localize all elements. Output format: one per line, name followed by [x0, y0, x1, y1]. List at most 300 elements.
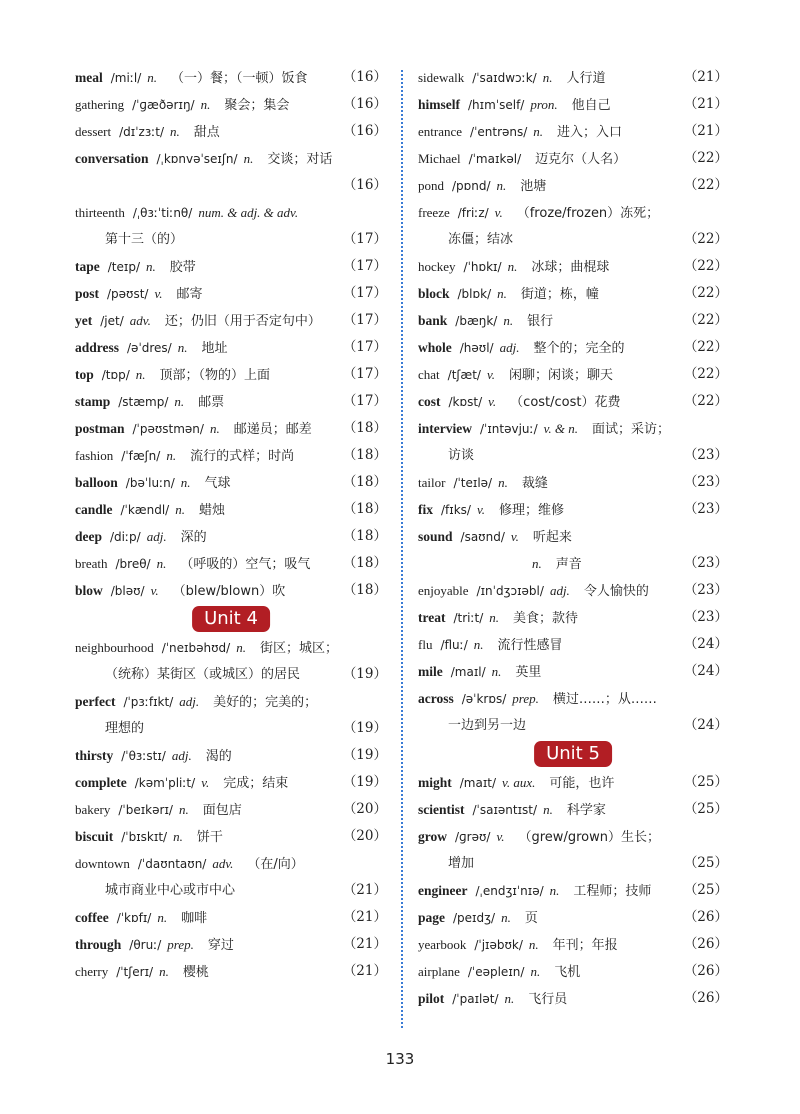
vocab-entry: [418, 172, 728, 199]
entry-phonetic: /ˈteɪlə/: [453, 476, 493, 490]
entry-phonetic: /triːt/: [453, 611, 484, 625]
entry-part-of-speech: n.: [497, 286, 507, 301]
entry-page-ref: （23）: [683, 474, 728, 490]
vocab-column-right: [418, 64, 728, 1012]
entry-page-ref: （25）: [683, 801, 728, 817]
vocab-entry: [75, 334, 387, 361]
entry-page-ref: （22）: [683, 258, 728, 274]
vocab-entry: [75, 577, 387, 604]
entry-part-of-speech: n.: [501, 910, 511, 925]
entry-meaning: 声音: [555, 557, 582, 572]
entry-word: hockey: [418, 259, 456, 274]
vocab-entry: [418, 334, 728, 361]
entry-page-ref: （25）: [683, 774, 728, 790]
entry-word: yearbook: [418, 937, 467, 952]
entry-page-ref: （16）: [342, 96, 387, 112]
vocab-entry: [75, 442, 387, 469]
entry-part-of-speech: v. aux.: [502, 775, 536, 790]
vocab-entry: [75, 361, 387, 388]
entry-word: post: [75, 286, 100, 301]
entry-page-ref: （25）: [683, 882, 728, 898]
entry-meaning: 增加: [448, 856, 475, 871]
vocab-entry: [418, 145, 728, 172]
entry-word: candle: [75, 502, 113, 517]
vocab-entry: [418, 496, 728, 523]
entry-meaning: 工程师；技师: [573, 884, 652, 899]
entry-word: sound: [418, 529, 453, 544]
entry-phonetic: /bləʊ/: [110, 584, 145, 598]
entry-page-ref: （18）: [342, 420, 387, 436]
entry-page-ref: （25）: [683, 855, 728, 871]
vocab-entry: [418, 307, 728, 334]
entry-phonetic: /ɪnˈdʒɔɪəbl/: [476, 584, 544, 598]
entry-phonetic: /ˈsaɪdwɔːk/: [472, 71, 537, 85]
entry-page-ref: （26）: [683, 990, 728, 1006]
vocab-entry: [75, 199, 387, 226]
vocab-entry: [75, 931, 387, 958]
entry-part-of-speech: n.: [530, 964, 541, 979]
entry-page-ref: （23）: [683, 447, 728, 463]
entry-meaning: 深的: [180, 530, 207, 545]
entry-part-of-speech: adv.: [212, 856, 234, 871]
vocab-entry: [75, 280, 387, 307]
entry-word: bank: [418, 313, 448, 328]
vocab-entry: [418, 415, 728, 442]
entry-meaning: 蜡烛: [198, 503, 225, 518]
entry-page-ref: （22）: [683, 285, 728, 301]
vocab-entry: [418, 469, 728, 496]
entry-word: scientist: [418, 802, 465, 817]
entry-page-ref: （24）: [683, 663, 728, 679]
entry-part-of-speech: n.: [504, 991, 515, 1006]
entry-word: pilot: [418, 991, 445, 1006]
entry-page-ref: （18）: [342, 447, 387, 463]
entry-page-ref: （16）: [342, 69, 387, 85]
entry-word: fix: [418, 502, 433, 517]
vocab-entry: [75, 904, 387, 931]
entry-phonetic: /ˈhɒkɪ/: [463, 260, 502, 274]
entry-part-of-speech: n.: [146, 259, 156, 274]
entry-word: block: [418, 286, 450, 301]
entry-page-ref: （21）: [342, 882, 387, 898]
entry-part-of-speech: n.: [200, 97, 211, 112]
entry-page-ref: （16）: [342, 123, 387, 139]
entry-part-of-speech: n.: [174, 394, 185, 409]
vocab-entry-continuation: [75, 661, 387, 688]
entry-part-of-speech: n.: [496, 178, 507, 193]
entry-part-of-speech: n.: [147, 70, 157, 85]
vocab-entry: [418, 604, 728, 631]
entry-page-ref: （21）: [683, 69, 728, 85]
vocab-entry: [418, 877, 728, 904]
entry-page-ref: （22）: [683, 393, 728, 409]
entry-part-of-speech: adj.: [171, 748, 192, 763]
entry-phonetic: /tɒp/: [101, 368, 130, 382]
unit-badge: Unit 4: [192, 606, 270, 632]
entry-phonetic: /teɪp/: [107, 260, 140, 274]
entry-word: tape: [75, 259, 100, 274]
entry-phonetic: /ˈθɜːstɪ/: [121, 749, 166, 763]
entry-part-of-speech: n.: [178, 802, 189, 817]
entry-page-ref: （20）: [342, 801, 387, 817]
entry-part-of-speech: n.: [491, 664, 502, 679]
entry-part-of-speech: n.: [156, 556, 167, 571]
entry-meaning: 聚会；集会: [224, 98, 290, 113]
entry-part-of-speech: n.: [180, 475, 191, 490]
entry-part-of-speech: adj.: [549, 583, 570, 598]
entry-phonetic: /θruː/: [129, 938, 162, 952]
entry-word: biscuit: [75, 829, 114, 844]
entry-phonetic: /kɒst/: [448, 395, 483, 409]
entry-phonetic: /friːz/: [457, 206, 489, 220]
column-divider: [401, 70, 403, 1028]
entry-part-of-speech: n.: [503, 313, 514, 328]
entry-phonetic: /pɒnd/: [452, 179, 491, 193]
entry-meaning: 咖啡: [181, 911, 208, 926]
entry-phonetic: /ˈentrəns/: [470, 125, 528, 139]
entry-meaning: 交谈；对话: [267, 152, 333, 167]
entry-phonetic: /ˌendʒɪˈnɪə/: [475, 884, 544, 898]
entry-phonetic: /əˈdres/: [127, 341, 172, 355]
vocab-entry: [75, 496, 387, 523]
entry-word: conversation: [75, 151, 149, 166]
entry-word: cost: [418, 394, 441, 409]
vocab-column-left: [75, 64, 387, 985]
entry-page-ref: （21）: [683, 96, 728, 112]
entry-phonetic: /ˈkændl/: [120, 503, 170, 517]
entry-page-ref: （17）: [342, 393, 387, 409]
entry-meaning: 美食；款待: [513, 611, 579, 626]
entry-page-ref: （26）: [683, 909, 728, 925]
entry-phonetic: /ˈdaʊntaʊn/: [137, 857, 207, 871]
vocab-entry-continuation: [418, 226, 728, 253]
vocab-entry: [418, 769, 728, 796]
entry-phonetic: /dɪˈzɜːt/: [119, 125, 164, 139]
vocab-entry: [418, 577, 728, 604]
entry-meaning: 银行: [527, 314, 554, 329]
entry-part-of-speech: n.: [177, 340, 188, 355]
entry-word: might: [418, 775, 452, 790]
entry-word: bakery: [75, 802, 111, 817]
entry-word: cherry: [75, 964, 109, 979]
entry-word: page: [418, 910, 445, 925]
entry-page-ref: （23）: [683, 609, 728, 625]
entry-phonetic: /pəʊst/: [107, 287, 149, 301]
entry-page-ref: （17）: [342, 312, 387, 328]
vocab-entry: [75, 769, 387, 796]
entry-meaning: 科学家: [566, 803, 606, 818]
entry-phonetic: /ˈneɪbəhʊd/: [161, 641, 231, 655]
entry-page-ref: （17）: [342, 366, 387, 382]
vocab-entry: [418, 796, 728, 823]
entry-meaning: 理想的: [105, 721, 145, 736]
entry-word: chat: [418, 367, 440, 382]
entry-part-of-speech: n.: [533, 124, 544, 139]
entry-meaning: 飞行员: [528, 992, 568, 1007]
vocab-entry: [75, 850, 387, 877]
entry-meaning: 饼干: [196, 830, 223, 845]
vocab-entry: [75, 634, 387, 661]
entry-meaning: 可能，也许: [549, 776, 615, 791]
entry-part-of-speech: n.: [498, 475, 508, 490]
vocab-entry: [75, 91, 387, 118]
entry-page-ref: （18）: [342, 474, 387, 490]
vocab-entry: [75, 523, 387, 550]
entry-phonetic: /ˈpɜːfɪkt/: [123, 695, 174, 709]
entry-part-of-speech: n.: [243, 151, 254, 166]
entry-part-of-speech: adv.: [129, 313, 151, 328]
entry-meaning: 樱桃: [182, 965, 209, 980]
entry-meaning: 邮票: [198, 395, 225, 410]
entry-page-ref: （22）: [683, 231, 728, 247]
entry-phonetic: /ˌθɜːˈtiːnθ/: [132, 206, 193, 220]
vocab-entry: [418, 361, 728, 388]
entry-word: himself: [418, 97, 460, 112]
entry-page-ref: （26）: [683, 936, 728, 952]
entry-phonetic: /fluː/: [440, 638, 468, 652]
entry-phonetic: /bəˈluːn/: [125, 476, 175, 490]
entry-meaning: （一）餐；（一顿）饭食: [171, 71, 308, 86]
entry-word: Michael: [418, 151, 461, 166]
entry-part-of-speech: adj.: [146, 529, 167, 544]
vocab-entry: [75, 118, 387, 145]
entry-meaning: 迈克尔（人名）: [535, 152, 627, 167]
entry-meaning: 邮递员；邮差: [233, 422, 312, 437]
entry-meaning: 穿过: [207, 938, 234, 953]
entry-page-ref: （17）: [342, 258, 387, 274]
unit-heading-row: [418, 739, 728, 769]
vocab-entry-continuation: [418, 550, 728, 577]
entry-meaning: （froze/frozen）冻死；: [516, 206, 660, 221]
entry-part-of-speech: n.: [528, 937, 539, 952]
entry-meaning: 流行性感冒: [497, 638, 563, 653]
entry-phonetic: /saʊnd/: [460, 530, 505, 544]
entry-phonetic: /ɡrəʊ/: [455, 830, 491, 844]
entry-meaning: （呼吸的）空气；吸气: [180, 557, 311, 572]
entry-page-ref: （21）: [342, 963, 387, 979]
entry-word: freeze: [418, 205, 450, 220]
entry-phonetic: /peɪdʒ/: [453, 911, 496, 925]
entry-meaning: 胶带: [169, 260, 196, 275]
vocab-entry: [418, 199, 728, 226]
entry-meaning: （cost/cost）花费: [510, 395, 621, 410]
entry-meaning: 修理；维修: [499, 503, 565, 518]
vocab-entry: [418, 280, 728, 307]
entry-phonetic: /ˈsaɪəntɪst/: [472, 803, 538, 817]
entry-part-of-speech: n.: [507, 259, 518, 274]
entry-meaning: 飞机: [554, 965, 581, 980]
vocab-entry: [75, 307, 387, 334]
entry-word: flu: [418, 637, 433, 652]
entry-part-of-speech: v.: [494, 205, 503, 220]
entry-meaning: （blew/blown）吹: [172, 584, 286, 599]
vocab-entry: [75, 469, 387, 496]
entry-page-ref: （22）: [683, 150, 728, 166]
entry-part-of-speech: n.: [157, 910, 168, 925]
entry-meaning: 年刊；年报: [552, 938, 618, 953]
entry-page-ref: （22）: [683, 312, 728, 328]
unit-heading-row: [75, 604, 387, 634]
vocab-entry: [418, 64, 728, 91]
entry-phonetic: /hɪmˈself/: [468, 98, 525, 112]
entry-phonetic: /ˈbeɪkərɪ/: [118, 803, 173, 817]
vocab-entry: [75, 688, 387, 715]
entry-page-ref: （17）: [342, 285, 387, 301]
entry-word: treat: [418, 610, 446, 625]
entry-word: thirteenth: [75, 205, 125, 220]
entry-meaning: 人行道: [566, 71, 606, 86]
entry-part-of-speech: n.: [542, 70, 553, 85]
vocab-entry: [75, 145, 387, 172]
entry-word: thirsty: [75, 748, 114, 763]
entry-word: meal: [75, 70, 103, 85]
entry-phonetic: /ˈjɪəbʊk/: [474, 938, 523, 952]
vocab-entry: [418, 253, 728, 280]
entry-meaning: 邮寄: [176, 287, 203, 302]
vocab-entry-continuation: [418, 442, 728, 469]
entry-phonetic: /kəmˈpliːt/: [134, 776, 196, 790]
entry-page-ref: （26）: [683, 963, 728, 979]
vocab-entry: [418, 931, 728, 958]
vocab-entry: [418, 685, 728, 712]
entry-word: coffee: [75, 910, 109, 925]
entry-phonetic: /maɪl/: [450, 665, 486, 679]
entry-meaning: 冻僵；结冰: [448, 232, 514, 247]
entry-part-of-speech: adj.: [499, 340, 520, 355]
entry-word: grow: [418, 829, 447, 844]
entry-word: blow: [75, 583, 103, 598]
entry-meaning: 气球: [204, 476, 231, 491]
entry-meaning: 面试；采访；: [592, 422, 671, 437]
vocab-entry: [418, 388, 728, 415]
vocab-entry: [75, 415, 387, 442]
entry-part-of-speech: n.: [209, 421, 220, 436]
entry-page-ref: （17）: [342, 339, 387, 355]
entry-meaning: 街道；栋，幢: [520, 287, 599, 302]
vocab-entry: [418, 985, 728, 1012]
entry-word: gathering: [75, 97, 125, 112]
entry-word: tailor: [418, 475, 446, 490]
entry-part-of-speech: pron.: [530, 97, 558, 112]
entry-page-ref: （19）: [342, 666, 387, 682]
entry-part-of-speech: v.: [486, 367, 496, 382]
entry-word: deep: [75, 529, 102, 544]
entry-part-of-speech: n.: [175, 502, 185, 517]
entry-page-ref: （20）: [342, 828, 387, 844]
entry-word: interview: [418, 421, 472, 436]
entry-phonetic: /bæŋk/: [455, 314, 498, 328]
entry-page-ref: （18）: [342, 555, 387, 571]
entry-phonetic: /ˈmaɪkəl/: [468, 152, 522, 166]
entry-phonetic: /ˈɪntəvjuː/: [479, 422, 538, 436]
vocab-entry: [418, 958, 728, 985]
vocab-entry: [75, 742, 387, 769]
vocab-entry: [75, 253, 387, 280]
entry-page-ref: （16）: [342, 177, 387, 193]
entry-part-of-speech: v.: [201, 775, 210, 790]
entry-meaning: 甜点: [193, 125, 220, 140]
vocab-entry: [418, 658, 728, 685]
entry-page-ref: （22）: [683, 366, 728, 382]
vocab-entry: [75, 958, 387, 985]
entry-part-of-speech: v.: [488, 394, 497, 409]
entry-phonetic: /ˈpaɪlət/: [452, 992, 499, 1006]
entry-meaning: 城市商业中心或市中心: [105, 883, 236, 898]
entry-meaning: 裁缝: [521, 476, 548, 491]
entry-part-of-speech: n.: [473, 637, 484, 652]
entry-phonetic: /ˈfæʃn/: [121, 449, 161, 463]
entry-meaning: 面包店: [202, 803, 242, 818]
entry-part-of-speech: n.: [549, 883, 560, 898]
entry-phonetic: /breθ/: [115, 557, 151, 571]
entry-part-of-speech: prep.: [512, 691, 539, 706]
entry-meaning: 访谈: [448, 448, 475, 463]
entry-part-of-speech: n.: [173, 829, 183, 844]
entry-meaning: 美好的；完美的；: [213, 695, 318, 710]
entry-word: neighbourhood: [75, 640, 154, 655]
vocab-entry: [75, 550, 387, 577]
entry-word: entrance: [418, 124, 463, 139]
entry-word: fashion: [75, 448, 114, 463]
entry-word: across: [418, 691, 454, 706]
entry-word: through: [75, 937, 122, 952]
entry-word: sidewalk: [418, 70, 465, 85]
vocab-entry-continuation: [75, 226, 387, 253]
entry-page-ref: （23）: [683, 582, 728, 598]
entry-phonetic: /ˈɡæðərɪŋ/: [132, 98, 195, 112]
entry-word: breath: [75, 556, 108, 571]
entry-part-of-speech: adj.: [179, 694, 200, 709]
entry-page-ref: （21）: [342, 936, 387, 952]
entry-meaning: 令人愉快的: [583, 584, 649, 599]
entry-meaning: 闲聊；闲谈；聊天: [509, 368, 614, 383]
entry-phonetic: /ˈeəpleɪn/: [467, 965, 525, 979]
entry-phonetic: /ˌkɒnvəˈseɪʃn/: [156, 152, 238, 166]
vocab-entry: [418, 904, 728, 931]
entry-page-ref: （23）: [683, 555, 728, 571]
entry-meaning: （在/向）: [247, 857, 304, 872]
vocab-entry-continuation: [75, 172, 387, 199]
entry-meaning: （统称）某街区（或城区）的居民: [105, 667, 301, 682]
entry-part-of-speech: n.: [543, 802, 553, 817]
entry-part-of-speech: v.: [510, 529, 519, 544]
entry-part-of-speech: n.: [236, 640, 246, 655]
entry-part-of-speech: v.: [150, 583, 159, 598]
entry-part-of-speech: v.: [154, 286, 163, 301]
vocab-entry: [418, 823, 728, 850]
vocab-entry-continuation: [75, 877, 387, 904]
entry-phonetic: /stæmp/: [118, 395, 169, 409]
entry-page-ref: （18）: [342, 501, 387, 517]
entry-phonetic: /diːp/: [110, 530, 141, 544]
entry-word: stamp: [75, 394, 111, 409]
entry-page-ref: （18）: [342, 582, 387, 598]
entry-word: dessert: [75, 124, 112, 139]
entry-part-of-speech: n.: [135, 367, 146, 382]
entry-word: airplane: [418, 964, 460, 979]
entry-page-ref: （19）: [342, 774, 387, 790]
entry-phonetic: /əˈkrɒs/: [461, 692, 507, 706]
entry-phonetic: /ˈkɒfɪ/: [116, 911, 152, 925]
entry-part-of-speech: v. & n.: [543, 421, 579, 436]
entry-phonetic: /jet/: [100, 314, 124, 328]
entry-word: yet: [75, 313, 93, 328]
entry-part-of-speech: n.: [166, 448, 177, 463]
entry-part-of-speech: num. & adj. & adv.: [198, 205, 299, 220]
entry-word: pond: [418, 178, 444, 193]
entry-meaning: 整个的；完全的: [533, 341, 625, 356]
entry-word: whole: [418, 340, 452, 355]
